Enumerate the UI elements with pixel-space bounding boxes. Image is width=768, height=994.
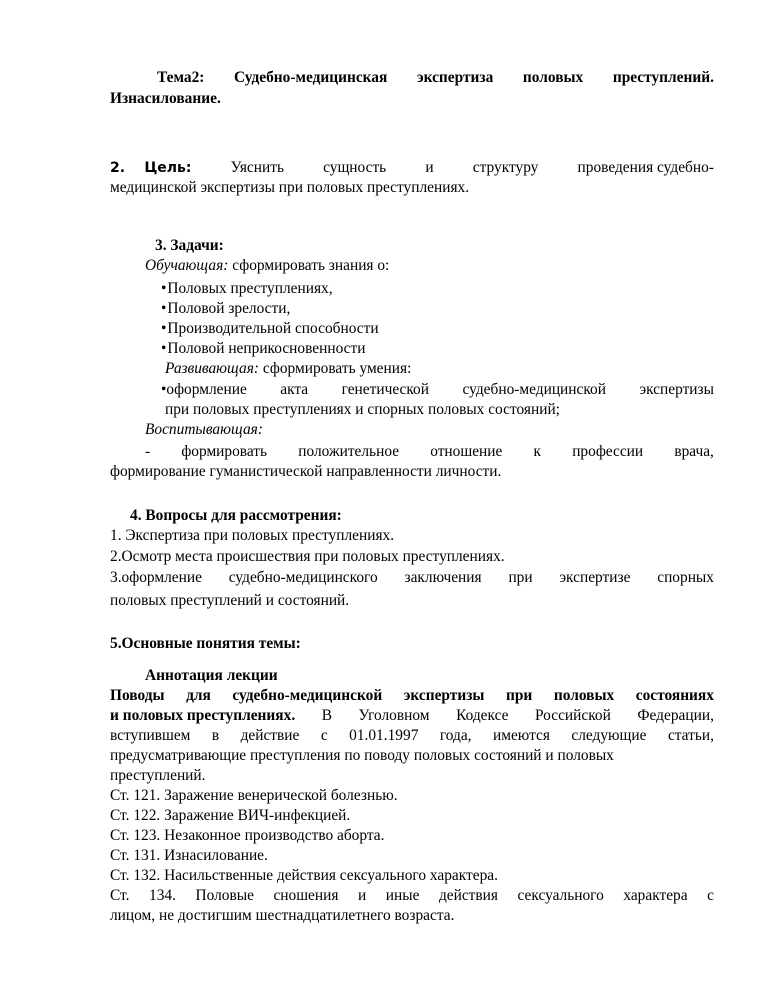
question-item: 3.оформление судебно-медицинского заключения при экспертизе спорных (110, 569, 714, 586)
title-word: Судебно-медицинская (234, 69, 388, 86)
upbringing-line2: формирование гуманистической направленности личности. (110, 463, 502, 480)
lecture-line4: предусматривающие преступления по поводу половых состояний и половых (110, 747, 614, 764)
article-item: Ст. 122. Заражение ВИЧ-инфекцией. (110, 807, 351, 824)
goal-number: 2. (110, 160, 126, 176)
developing-item-line2: при половых преступлениях и спорных половых состояний; (165, 401, 560, 418)
lecture-line3: вступившем в действие с 01.01.1997 года, имеются следующие статьи, (110, 727, 714, 744)
article-134-line1: Ст. 134. Половые сношения и иные действия сексуального характера с (110, 887, 714, 904)
goal-line2: медицинской экспертизы при половых преступлениях. (110, 179, 470, 196)
concepts-heading: 5.Основные понятия темы: (110, 635, 301, 652)
goal-word: структуру (472, 159, 539, 176)
teaching-item: • Половых преступлениях, (161, 279, 333, 299)
upbringing-goal: Воспитывающая: (145, 421, 263, 438)
article-item: Ст. 121. Заражение венерической болезнью. (110, 787, 398, 804)
developing-item-line1: •оформление акта генетической судебно-медицинской экспертизы (161, 381, 714, 398)
title-word: преступлений. (612, 69, 714, 86)
teaching-item: • Половой неприкосновенности (161, 339, 365, 359)
goal-word: и (425, 159, 434, 176)
title-word: половых (522, 69, 584, 86)
teaching-goal: Обучающая: сформировать знания о: (145, 257, 390, 274)
tasks-heading: 3. Задачи: (155, 237, 224, 254)
lecture-line5: преступлений. (110, 767, 206, 784)
topic-title-line2: Изнасилование. (110, 90, 221, 107)
goal-word: проведения судебно- (577, 159, 714, 176)
lecture-line2: и половых преступлениях. В Уголовном Кодексе Российской Федерации, (110, 707, 714, 724)
title-word: экспертиза (416, 69, 494, 86)
article-item: Ст. 123. Незаконное производство аборта. (110, 827, 385, 844)
teaching-item: • Половой зрелости, (161, 299, 290, 319)
questions-heading: 4. Вопросы для рассмотрения: (130, 507, 342, 524)
question-item: 2.Осмотр места происшествия при половых преступлениях. (110, 548, 505, 565)
upbringing-line1: - формировать положительное отношение к профессии врача, (145, 443, 714, 460)
goal-label: Цель: (144, 160, 192, 176)
goal-word: сущность (323, 159, 387, 176)
teaching-item: • Производительной способности (161, 319, 379, 339)
article-item: Ст. 132. Насильственные действия сексуального характера. (110, 867, 498, 884)
topic-title-line1 (157, 68, 714, 88)
developing-goal: Развивающая: сформировать умения: (165, 360, 412, 377)
goal-word: Уяснить (230, 159, 284, 176)
lecture-heading: Аннотация лекции (145, 667, 278, 684)
article-134-line2: лицом, не достигшим шестнадцатилетнего возраста. (110, 907, 455, 924)
goal-line1 (110, 158, 714, 178)
article-item: Ст. 131. Изнасилование. (110, 847, 268, 864)
title-word: Тема2: (157, 69, 205, 86)
question-item: 1. Экспертиза при половых преступлениях. (110, 527, 395, 544)
lecture-line1: Поводы для судебно-медицинской экспертизы при половых состояниях (110, 687, 714, 704)
question-item-line2: половых преступлений и состояний. (110, 592, 350, 609)
